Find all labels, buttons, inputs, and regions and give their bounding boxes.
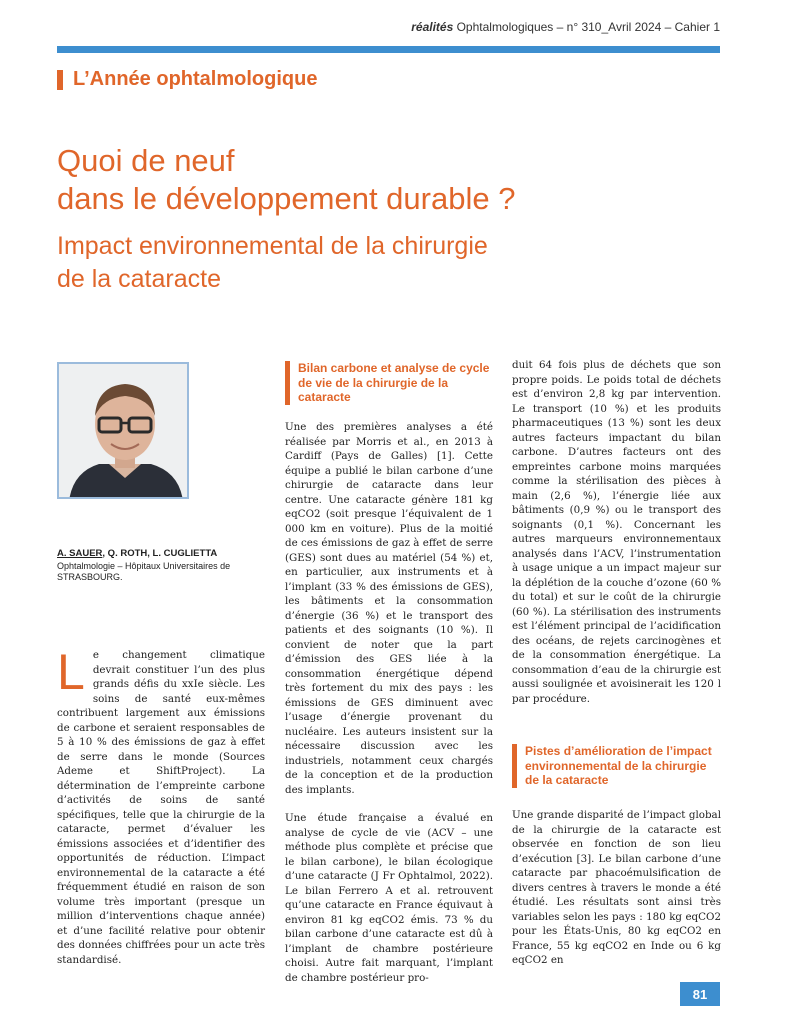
author-affiliation: Ophtalmologie – Hôpitaux Universitaires de STRASBOURG. (57, 561, 231, 582)
heading-text: Bilan carbone et analyse de cycle de vie de la chirurgie de la cataracte (298, 361, 490, 404)
column-2 (285, 420, 493, 985)
column-1 (57, 644, 265, 967)
section-marker (57, 70, 63, 90)
drop-cap: L (57, 644, 85, 700)
heading-bilan-carbone (285, 361, 493, 405)
paragraph-dechets: duit 64 fois plus de déchets que son propre poids. Le poids total de déchets est d’environ 2,8 kg par intervention. Le transport (10 %) et les produits pharmaceutiques (13 %) sont les deux autres facteurs impactant du bilan carbone. D’autres facteurs ont des empreintes carbone moins marquées comme la stérilisation des pièces à main (2,6 %), l’énergie liée aux bâtiments (0,9 %) ou le transport des soignants (0,1 %). Concernant les autres marqueurs environnementaux analysés dans l’ACV, l’instrumentation à usage unique a un impact majeur sur la déplétion de la couche d’ozone (60 % du total) et sur le coût de la chirurgie (60 %). La stérilisation des instruments est l’élément principal de l’acidification des océans, de rejets carcinogènes et de la consommation énergétique. La consommation d’eau de la chirurgie est aussi soulignée et avoisinerait les 120 l par procédure. (512, 359, 721, 705)
issue-info: Ophtalmologiques – n° 310_Avril 2024 – Cahier 1 (453, 20, 720, 34)
column-3 (512, 358, 721, 706)
heading-marker (512, 744, 517, 788)
page-number: 81 (680, 982, 720, 1006)
title-line-2: dans le développement durable ? (57, 181, 516, 216)
paragraph-morris: Une des premières analyses a été réalisée par Morris et al., en 2013 à Cardiff (Pays de Galles) [1]. Cette équipe a publié le bilan carbone d’une chirurgie de cataracte dans leur centre. Une cataracte génère 181 kg eqCO2 (soit presque l’équivalent de 1 000 km en voiture). Plus de la moitié de ces émissions de gaz à effet de serre (GES) sont dues au matériel (54 %) et, en particulier, aux instruments et à l’implant (33 % des émissions de GES), les bâtiments et la consommation d’énergie (36 %) et le transport des patients et des soignants (10 %). Il convient de noter que la part d’émission des GES liée à la consommation énergétique dépend très fortement du mix des pays : les émissions de GES diminuent avec l’usage d’énergie provenant du nucléaire. Les auteurs insistent sur la nécessaire discussion avec les industriels, notamment ceux chargés de la conception et de la production des implants. (285, 421, 493, 796)
paragraph-acv: Une étude française a évalué en analyse de cycle de vie (ACV – une méthode plus complète et précise que le bilan carbone), le bilan écologique d’une cataracte (J Fr Ophtalmol, 2022). Le bilan Ferrero A et al. retrouvent qu’une cataracte en France équivaut à environ 81 kg eqCO2 émis. 73 % du bilan carbone d’une cataracte est dû à l’implant de chambre postérieure choisi. Autre fait marquant, l’implant de chambre postérieur pro- (285, 812, 493, 984)
running-header (411, 20, 720, 34)
author-portrait-image (59, 364, 189, 499)
section-label: L’Année ophtalmologique (73, 68, 318, 90)
article-subtitle (57, 230, 717, 296)
lead-author: A. SAUER (57, 548, 103, 559)
section-tag (57, 68, 317, 91)
co-authors: , Q. ROTH, L. CUGLIETTA (102, 548, 218, 559)
article-title (57, 142, 717, 218)
author-names (57, 548, 262, 559)
subtitle-line-1: Impact environnemental de la chirurgie (57, 232, 488, 260)
journal-name: réalités (411, 20, 454, 34)
heading-marker (285, 361, 290, 405)
author-block (57, 548, 262, 583)
author-photo (57, 362, 189, 499)
paragraph-disparite: Une grande disparité de l’impact global de la chirurgie de la cataracte est observée en fonction de son lieu d’exécution [3]. Le bilan carbone d’une cataracte par phacoémulsification de divers centres à travers le monde a été étudié. Les résultats sont ainsi très variables selon les pays : 180 kg eqCO2 pour les États-Unis, 80 kg eqCO2 en France, 55 kg eqCO2 en Inde ou 6 kg eqCO2 en (512, 809, 721, 966)
heading-pistes (512, 744, 721, 788)
column-3-lower (512, 808, 721, 968)
subtitle-line-2: de la cataracte (57, 265, 221, 293)
heading-text: Pistes d’amélioration de l’impact environnemental de la chirurgie de la cataracte (525, 744, 712, 787)
title-line-1: Quoi de neuf (57, 143, 235, 178)
intro-paragraph: e changement climatique devrait constituer l’un des plus grands défis du xxIe siècle. Les soins de santé eux-mêmes contribuent largement aux émissions de carbone et seraient responsables de 5 à 10 % des émissions de gaz à effet de serre dans le monde (Sources Ademe et ShiftProject). La détermination de l’empreinte carbone d’activités de soins de santé spécifiques, telle que la chirurgie de la cataracte, permet d’évaluer les émissions associées et d’identifier des opportunités de réduction. L’impact environnemental de la cataracte a été fréquemment étudié en raison de son volume très important (presque un million d’interventions chaque année) et d’une facilité relative pour obtenir des données chiffrées pour un acte très standardisé. (57, 649, 265, 966)
header-rule (57, 46, 720, 53)
